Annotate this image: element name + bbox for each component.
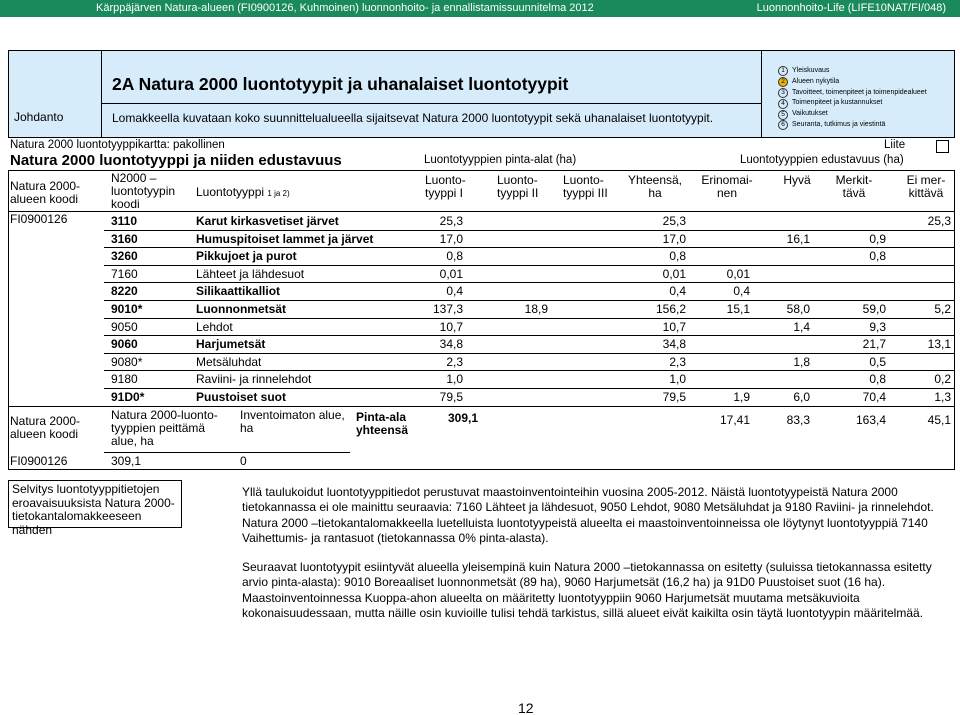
chapter-label: Seuranta, tutkimus ja viestintä xyxy=(792,120,886,128)
row-code: 9180 xyxy=(111,372,138,387)
col-significant: Merkit- tävä xyxy=(835,173,873,200)
areas-heading: Luontotyyppien pinta-alat (ha) xyxy=(424,154,577,166)
summary-uninventoried: 0 xyxy=(240,454,247,468)
row-sum: 0,4 xyxy=(669,284,686,299)
summary-total-label: Pinta-ala yhteensä xyxy=(356,410,409,437)
explanation-paragraph-2: Seuraavat luontotyypit esiintyvät alueella yleisempinä kuin Natura 2000 –tietokannassa on esitetty (suluissa tietokannassa esitetty arvio pinta-alasta): 9010 Boreaaliset luonnonmetsät (89 ha), 9060 Harjumetsät (16,2 ha) ja 91D0 Puustoiset suot (16 ha). Maastoinventoinnessa Kuoppa-ahon alueelta on määritetty luontotyyppiin 9060 Harjumetsät muutama metsäkuvioita kokonaisuudessaan, mutta näille osin kuvioille tulisi tehdä tarkistus, sillä alueet eivät kaikilta osin täytä luontotyypin määritelmää. xyxy=(242,560,932,620)
row-sum: 0,8 xyxy=(669,249,686,264)
col-area-code: Natura 2000- alueen koodi xyxy=(10,179,81,206)
row-code: 9050 xyxy=(111,319,138,334)
chapter-label: Vaikutukset xyxy=(792,110,828,118)
col-type-1: Luonto- tyyppi I xyxy=(425,173,466,200)
col-not-significant: Ei mer- kittävä xyxy=(906,173,946,200)
row-name: Silikaattikalliot xyxy=(196,284,281,299)
row-h: 6,0 xyxy=(793,390,810,404)
page-title: 2A Natura 2000 luontotyypit ja uhanalaiset luontotyypit xyxy=(112,74,569,94)
row-code: 8220 xyxy=(111,284,138,299)
row-ei: 13,1 xyxy=(927,337,951,352)
row-m: 0,5 xyxy=(869,354,886,369)
row-sum: 25,3 xyxy=(662,214,686,228)
row-name: Luonnonmetsät xyxy=(196,302,286,316)
row-e: 0,01 xyxy=(726,266,750,281)
row-sum: 17,0 xyxy=(662,231,686,246)
chapter-label: Toimenpiteet ja kustannukset xyxy=(792,99,883,107)
col-n2000-code: N2000 – luontotyypin koodi xyxy=(111,171,176,211)
summary-covered-area: 309,1 xyxy=(111,454,142,468)
row-sum: 79,5 xyxy=(662,390,686,404)
row-h: 1,8 xyxy=(793,354,810,369)
row-t1: 34,8 xyxy=(439,337,463,352)
row-sum: 34,8 xyxy=(662,337,686,352)
row-sum: 1,0 xyxy=(669,372,686,387)
row-name: Harjumetsät xyxy=(196,337,266,352)
row-code: 9010* xyxy=(111,302,143,316)
section-title: Natura 2000 luontotyyppi ja niiden edustavuus xyxy=(10,152,342,169)
row-code: 9080* xyxy=(111,354,143,369)
summary-covered-label: Natura 2000-luonto- tyyppien peittämä alue, ha xyxy=(111,408,218,448)
header-left-text: Kärppäjärven Natura-alueen (FI0900126, Kuhmoinen) luonnonhoito- ja ennallistamissuunnitelma 2012 xyxy=(96,2,594,14)
row-name: Raviini- ja rinnelehdot xyxy=(196,372,312,387)
chapter-label: Yleiskuvaus xyxy=(792,67,830,74)
row-t1: 79,5 xyxy=(439,390,463,404)
row-name: Metsäluhdat xyxy=(196,354,262,369)
row-name: Humuspitoiset lammet ja järvet xyxy=(196,231,374,246)
chapter-number-icon: 4 xyxy=(778,99,788,109)
row-name: Karut kirkasvetiset järvet xyxy=(196,214,339,228)
row-m: 9,3 xyxy=(869,319,886,334)
chapter-menu-item[interactable] xyxy=(778,77,927,88)
row-t1: 0,8 xyxy=(446,249,463,264)
row-t2: 18,9 xyxy=(524,302,548,316)
chapter-number-icon: 3 xyxy=(778,88,788,98)
row-code: 3110 xyxy=(111,214,138,228)
summary-not-significant: 45,1 xyxy=(927,413,951,427)
chapter-number-icon: 1 xyxy=(778,66,788,76)
discrepancy-note-box: Selvitys luontotyyppitietojen eroavaisuuksista Natura 2000-tietokantalomakkeeseen nähden xyxy=(8,480,182,528)
page-subtitle: Lomakkeella kuvataan koko suunnittelualueella sijaitsevat Natura 2000 luontotyypit sekä uhanalaiset luontotyypit. xyxy=(112,111,714,125)
row-name: Puustoiset suot xyxy=(196,390,287,404)
row-e: 0,4 xyxy=(733,284,750,299)
col-good: Hyvä xyxy=(783,173,811,187)
chapter-menu-item[interactable] xyxy=(778,88,927,99)
summary-total: 309,1 xyxy=(448,411,479,425)
row-m: 0,9 xyxy=(869,231,886,246)
row-t1: 137,3 xyxy=(432,302,463,316)
representativeness-heading: Luontotyyppien edustavuus (ha) xyxy=(740,154,904,166)
col-total: Yhteensä, ha xyxy=(627,173,683,200)
col-type-3: Luonto- tyyppi III xyxy=(563,173,608,200)
row-ei: 1,3 xyxy=(934,390,951,404)
row-t1: 0,01 xyxy=(439,266,463,281)
page-number: 12 xyxy=(518,700,534,715)
row-ei: 5,2 xyxy=(934,302,951,316)
section-label: Johdanto xyxy=(14,110,64,124)
row-t1: 2,3 xyxy=(446,354,463,369)
row-m: 0,8 xyxy=(869,372,886,387)
row-sum: 2,3 xyxy=(669,354,686,369)
row-e: 15,1 xyxy=(726,302,750,316)
row-m: 59,0 xyxy=(862,302,886,316)
summary-code: FI0900126 xyxy=(10,454,68,468)
row-name: Pikkujoet ja purot xyxy=(196,249,297,264)
row-sum: 0,01 xyxy=(662,266,686,281)
row-code: 9060 xyxy=(111,337,138,352)
attachment-label: Liite xyxy=(884,139,906,151)
chapter-number-icon: 5 xyxy=(778,110,788,120)
chapter-number-icon: 6 xyxy=(778,120,788,130)
summary-excellent: 17,41 xyxy=(719,413,750,427)
row-sum: 10,7 xyxy=(662,319,686,334)
row-m: 0,8 xyxy=(869,249,886,264)
col-excellent: Erinomai- nen xyxy=(701,173,753,200)
row-t1: 25,3 xyxy=(439,214,463,228)
summary-significant: 163,4 xyxy=(855,413,886,427)
chapter-menu-item[interactable] xyxy=(778,120,927,131)
chapter-menu-item[interactable] xyxy=(778,109,927,120)
row-name: Lehdot xyxy=(196,319,233,334)
summary-area-code-label: Natura 2000- alueen koodi xyxy=(10,414,81,441)
row-h: 1,4 xyxy=(793,319,810,334)
document-header-bar xyxy=(0,0,960,17)
row-t1: 1,0 xyxy=(446,372,463,387)
chapter-menu-item[interactable] xyxy=(778,98,927,109)
row-ei: 25,3 xyxy=(927,214,951,228)
row-e: 1,9 xyxy=(733,390,750,404)
map-requirement: Natura 2000 luontotyyppikartta: pakollinen xyxy=(10,139,225,151)
row-m: 70,4 xyxy=(862,390,886,404)
col-type-2: Luonto- tyyppi II xyxy=(497,173,539,200)
area-code: FI0900126 xyxy=(10,212,68,226)
chapter-menu xyxy=(778,66,927,131)
chapter-menu-item[interactable] xyxy=(778,66,927,77)
chapter-label: Tavoitteet, toimenpiteet ja toimenpidealueet xyxy=(792,88,927,96)
row-h: 16,1 xyxy=(786,231,810,246)
row-sum: 156,2 xyxy=(655,302,686,316)
chapter-number-icon: 2 xyxy=(778,77,788,87)
row-m: 21,7 xyxy=(862,337,886,352)
row-code: 3260 xyxy=(111,249,138,264)
row-t1: 10,7 xyxy=(439,319,463,334)
chapter-label: Alueen nykytila xyxy=(792,77,840,85)
summary-uninventoried-label: Inventoimaton alue, ha xyxy=(240,408,345,435)
row-code: 3160 xyxy=(111,231,138,246)
row-code: 91D0* xyxy=(111,390,145,404)
attachment-checkbox[interactable] xyxy=(936,140,949,153)
row-t1: 17,0 xyxy=(439,231,463,246)
row-t1: 0,4 xyxy=(446,284,463,299)
explanation-paragraph-1: Yllä taulukoidut luontotyyppitiedot perustuvat maastoinventointeihin vuosina 2005-2012. Näistä luontotyypeistä Natura 2000 tietokannassa ei ole mainittu seuraavia: 7160 Lähteet ja lähdesuot, 9050 Lehdot, 9080 Metsäluhdat ja 9180 Raviini- ja rinnelehdot. Natura 2000 –tietokantalomakkeella luetelluista luontotyypeistä alueelta ei maastoinventoinneissa ole löytynyt luontotyyppiä 7140 Vaihettumis- ja rantasuot (tietokannassa 0% pinta-alasta). xyxy=(242,485,934,545)
header-right-text: Luonnonhoito-Life (LIFE10NAT/FI/048) xyxy=(756,2,946,14)
col-habitat: Luontotyyppi 1 ja 2) xyxy=(196,185,290,199)
row-name: Lähteet ja lähdesuot xyxy=(196,266,305,281)
row-h: 58,0 xyxy=(786,302,810,316)
row-ei: 0,2 xyxy=(934,372,951,387)
summary-good: 83,3 xyxy=(786,413,810,427)
row-code: 7160 xyxy=(111,266,138,281)
